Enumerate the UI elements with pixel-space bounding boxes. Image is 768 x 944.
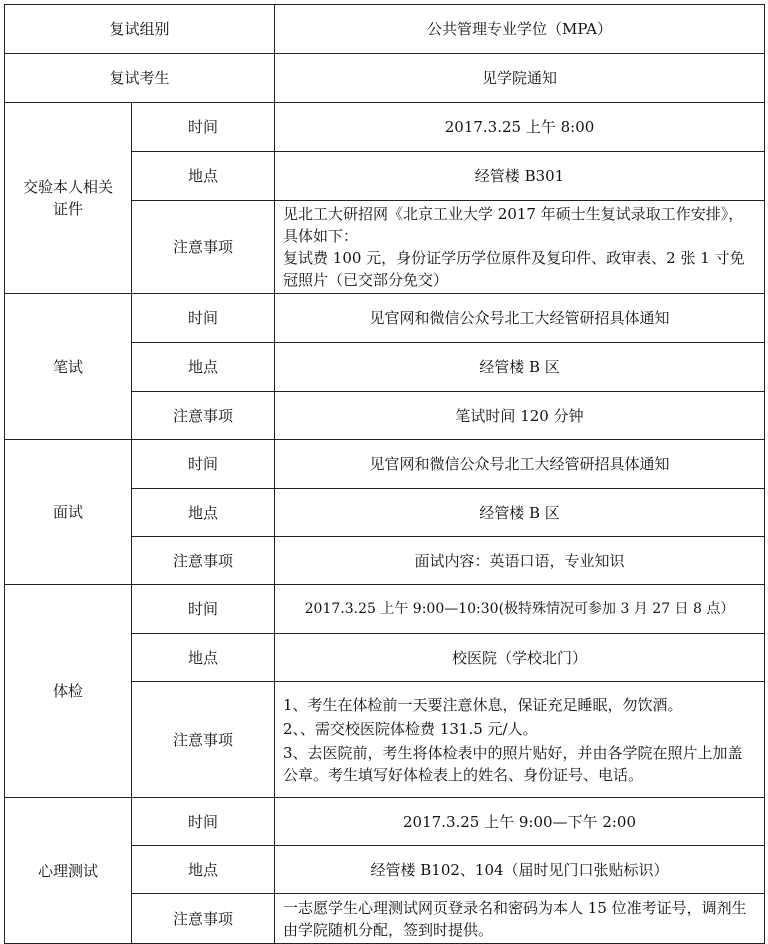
interview-time-label: 时间 <box>132 440 275 489</box>
documents-notes-label: 注意事项 <box>132 201 275 294</box>
section-title-documents: 交验本人相关证件 <box>5 103 132 294</box>
written-notes-label: 注意事项 <box>132 392 275 440</box>
section-title-psych: 心理测试 <box>5 798 132 944</box>
psych-time-value: 2017.3.25 上午 9:00—下午 2:00 <box>275 798 765 846</box>
exam-schedule-table <box>4 4 765 944</box>
interview-notes-value: 面试内容：英语口语，专业知识 <box>275 537 765 585</box>
documents-notes-value <box>275 201 765 294</box>
candidates-label: 复试考生 <box>5 54 275 103</box>
documents-place-value: 经管楼 B301 <box>275 152 765 201</box>
medical-note-line: 1、考生在体检前一天要注意休息，保证充足睡眠，勿饮酒。 <box>283 695 683 714</box>
written-time-row <box>5 294 765 343</box>
group-label: 复试组别 <box>5 5 275 54</box>
psych-time-row <box>5 798 765 846</box>
medical-time-row <box>5 585 765 634</box>
group-value: 公共管理专业学位（MPA） <box>275 5 765 54</box>
medical-note-line: 2、、需交校医院体检费 131.5 元/人。 <box>283 719 538 738</box>
written-place-label: 地点 <box>132 343 275 392</box>
medical-place-label: 地点 <box>132 634 275 682</box>
medical-note-line: 3、去医院前，考生将体检表中的照片贴好，并由各学院在照片上加盖公章。考生填写好体检表上的姓名、身份证号、电话。 <box>283 743 743 784</box>
group-row <box>5 5 765 54</box>
interview-place-value: 经管楼 B 区 <box>275 489 765 537</box>
section-title-written: 笔试 <box>5 294 132 440</box>
medical-notes-label: 注意事项 <box>132 682 275 798</box>
written-place-value: 经管楼 B 区 <box>275 343 765 392</box>
interview-time-value: 见官网和微信公众号北工大经管研招具体通知 <box>275 440 765 489</box>
medical-time-value: 2017.3.25 上午 9:00—10:30(极特殊情况可参加 3 月 27 日 8 点） <box>275 585 765 634</box>
psych-notes-value: 一志愿学生心理测试网页登录名和密码为本人 15 位准考证号，调剂生由学院随机分配，签到时提供。 <box>275 894 765 944</box>
written-time-label: 时间 <box>132 294 275 343</box>
section-title-interview: 面试 <box>5 440 132 585</box>
documents-note-line: 复试费 100 元，身份证学历学位原件及复印件、政审表、2 张 1 寸免冠照片（已交部分免交） <box>283 249 745 289</box>
psych-notes-label: 注意事项 <box>132 894 275 944</box>
psych-place-label: 地点 <box>132 846 275 894</box>
documents-time-value: 2017.3.25 上午 8:00 <box>275 103 765 152</box>
candidates-value: 见学院通知 <box>275 54 765 103</box>
written-time-value: 见官网和微信公众号北工大经管研招具体通知 <box>275 294 765 343</box>
medical-notes-value <box>275 682 765 798</box>
medical-place-value: 校医院（学校北门） <box>275 634 765 682</box>
documents-time-label: 时间 <box>132 103 275 152</box>
documents-time-row <box>5 103 765 152</box>
written-notes-value: 笔试时间 120 分钟 <box>275 392 765 440</box>
interview-notes-label: 注意事项 <box>132 537 275 585</box>
interview-place-label: 地点 <box>132 489 275 537</box>
candidates-row <box>5 54 765 103</box>
documents-note-line: 见北工大研招网《北京工业大学 2017 年硕士生复试录取工作安排》，具体如下： <box>283 205 744 245</box>
documents-place-label: 地点 <box>132 152 275 201</box>
section-title-medical: 体检 <box>5 585 132 798</box>
medical-time-label: 时间 <box>132 585 275 634</box>
psych-time-label: 时间 <box>132 798 275 846</box>
interview-time-row <box>5 440 765 489</box>
psych-place-value: 经管楼 B102、104（届时见门口张贴标识） <box>275 846 765 894</box>
